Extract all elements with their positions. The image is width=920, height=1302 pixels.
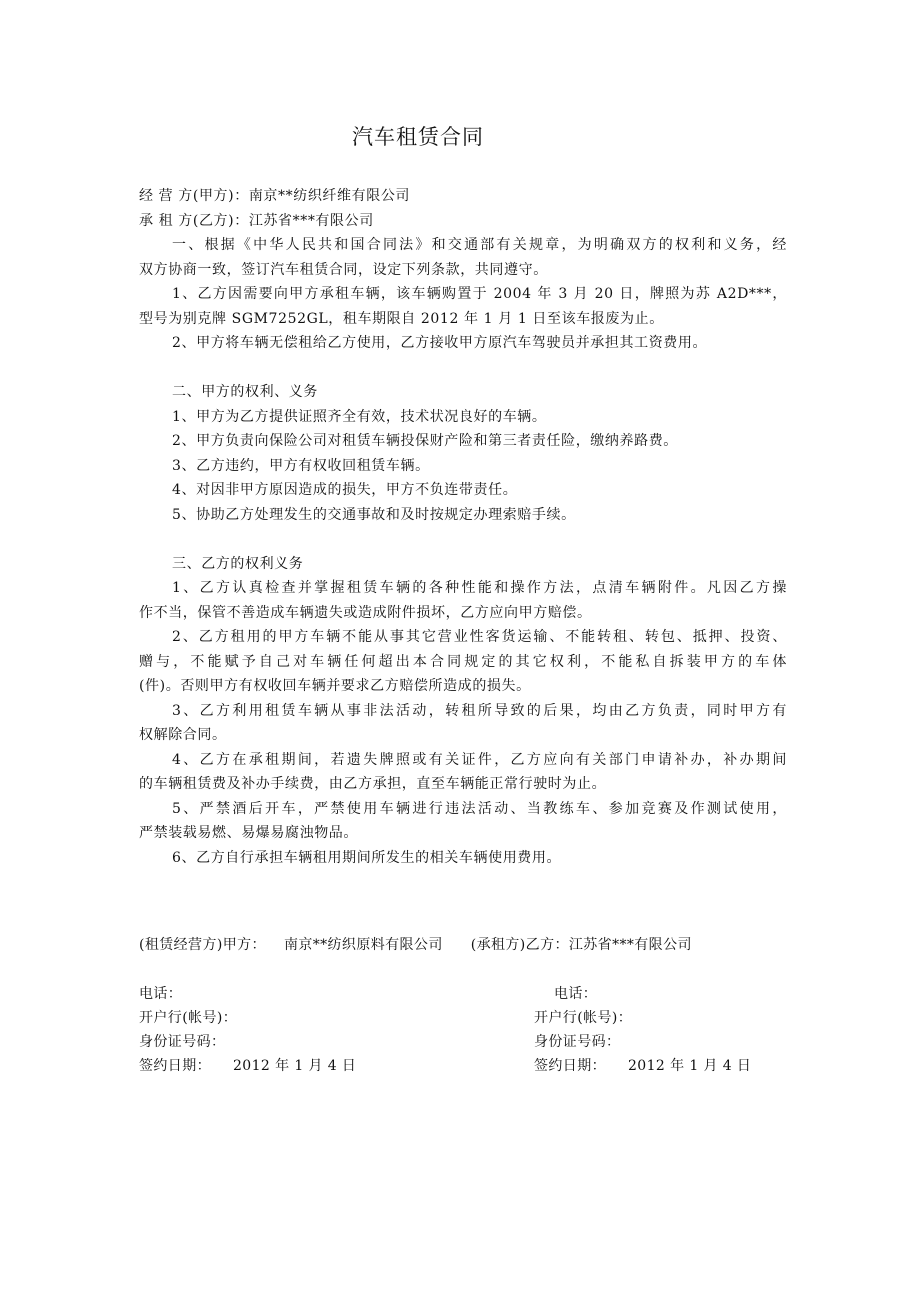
lessee-name: 江苏省***有限公司 xyxy=(568,937,692,953)
section3-item3-line2: 权解除合同。 xyxy=(139,727,227,743)
party-b-signature-block xyxy=(534,982,751,1078)
contract-body xyxy=(139,184,787,870)
bank-account-label: 开户行(帐号)： xyxy=(534,1010,633,1026)
section3-item2-line1: 2、乙方租用的甲方车辆不能从事其它营业性客货运输、不能转租、转包、抵押、投资、 xyxy=(172,629,787,645)
section3-item1-line2: 作不当，保管不善造成车辆遗失或造成附件损坏，乙方应向甲方赔偿。 xyxy=(139,604,592,621)
section2-item: 1、甲方为乙方提供证照齐全有效，技术状况良好的车辆。 xyxy=(172,408,547,425)
section1-item2: 2、甲方将车辆无偿租给乙方使用，乙方接收甲方原汽车驾驶员并承担其工资费用。 xyxy=(172,335,708,351)
section2-title: 二、甲方的权利、义务 xyxy=(172,384,318,400)
section1-item1-line1: 1、乙方因需要向甲方承租车辆，该车辆购置于 2004 年 3 月 20 日，牌照为苏 A2D***， xyxy=(172,286,787,302)
paragraph-gap xyxy=(139,527,787,552)
section3-title: 三、乙方的权利义务 xyxy=(172,555,304,572)
section2-item: 2、甲方负责向保险公司对租赁车辆投保财产险和第三者责任险，缴纳养路费。 xyxy=(172,433,678,449)
party-b-line: 承 租 方(乙方)：江苏省***有限公司 xyxy=(139,212,374,229)
section3-item3-line1: 3、乙方利用租赁车辆从事非法活动，转租所导致的后果，均由乙方负责，同时甲方有 xyxy=(172,702,787,719)
document-title: 汽车租赁合同 xyxy=(352,125,484,149)
id-number-label: 身份证号码： xyxy=(534,1034,621,1050)
phone-label: 电话： xyxy=(139,986,183,1002)
section1-intro-line2: 双方协商一致，签订汽车租赁合同，设定下列条款，共同遵守。 xyxy=(139,261,548,278)
lessor-label: (租赁经营方)甲方： xyxy=(139,937,266,953)
lessor-name: 南京**纺织原料有限公司 xyxy=(283,937,443,953)
party-a-line: 经 营 方(甲方)：南京**纺织纤维有限公司 xyxy=(139,188,411,204)
section2-item: 3、乙方违约，甲方有权收回租赁车辆。 xyxy=(172,457,430,474)
bank-account-label: 开户行(帐号)： xyxy=(139,1010,238,1026)
section2-item: 4、对因非甲方原因造成的损失，甲方不负连带责任。 xyxy=(172,482,518,498)
section2-item: 5、协助乙方处理发生的交通事故和及时按规定办理索赔手续。 xyxy=(172,506,576,523)
party-a-signature-block xyxy=(139,982,356,1078)
section3-item4-line2: 的车辆租赁费及补办手续费，由乙方承担，直至车辆能正常行驶时为止。 xyxy=(139,776,607,792)
paragraph-gap xyxy=(139,356,787,381)
signing-date-row xyxy=(139,1054,356,1078)
section3-item6: 6、乙方自行承担车辆租用期间所发生的相关车辆使用费用。 xyxy=(172,849,562,866)
section3-item5-line1: 5、严禁酒后开车，严禁使用车辆进行违法活动、当教练车、参加竞赛及作测试使用， xyxy=(172,800,787,817)
phone-label: 电话： xyxy=(554,986,598,1002)
section3-item5-line2: 严禁装载易燃、易爆易腐浊物品。 xyxy=(139,825,358,841)
lessee-label: (承租方)乙方： xyxy=(470,937,569,953)
section3-item2-line2: 赠与，不能赋予自己对车辆任何超出本合同规定的其它权利，不能私自拆装甲方的车体 xyxy=(139,653,787,670)
signing-date-label: 签约日期： xyxy=(534,1058,606,1074)
section3-item2-line3: (件)。否则甲方有权收回车辆并要求乙方赔偿所造成的损失。 xyxy=(139,678,531,694)
id-number-label: 身份证号码： xyxy=(139,1034,226,1050)
section1-item1-line2: 型号为别克牌 SGM7252GL，租车期限自 2012 年 1 月 1 日至该车报废为止。 xyxy=(139,310,664,327)
section1-intro-line1: 一、根据《中华人民共和国合同法》和交通部有关规章，为明确双方的权利和义务，经 xyxy=(172,237,787,253)
signing-date-value: 2012 年 1 月 4 日 xyxy=(233,1058,357,1074)
signing-date-row xyxy=(534,1054,751,1078)
signing-date-value: 2012 年 1 月 4 日 xyxy=(628,1058,752,1074)
signing-date-label: 签约日期： xyxy=(139,1058,211,1074)
signing-parties-line xyxy=(139,934,692,954)
section3-item1-line1: 1、乙方认真检查并掌握租赁车辆的各种性能和操作方法，点清车辆附件。凡因乙方操 xyxy=(172,580,787,596)
section3-item4-line1: 4、乙方在承租期间，若遗失牌照或有关证件，乙方应向有关部门申请补办，补办期间 xyxy=(172,751,787,768)
